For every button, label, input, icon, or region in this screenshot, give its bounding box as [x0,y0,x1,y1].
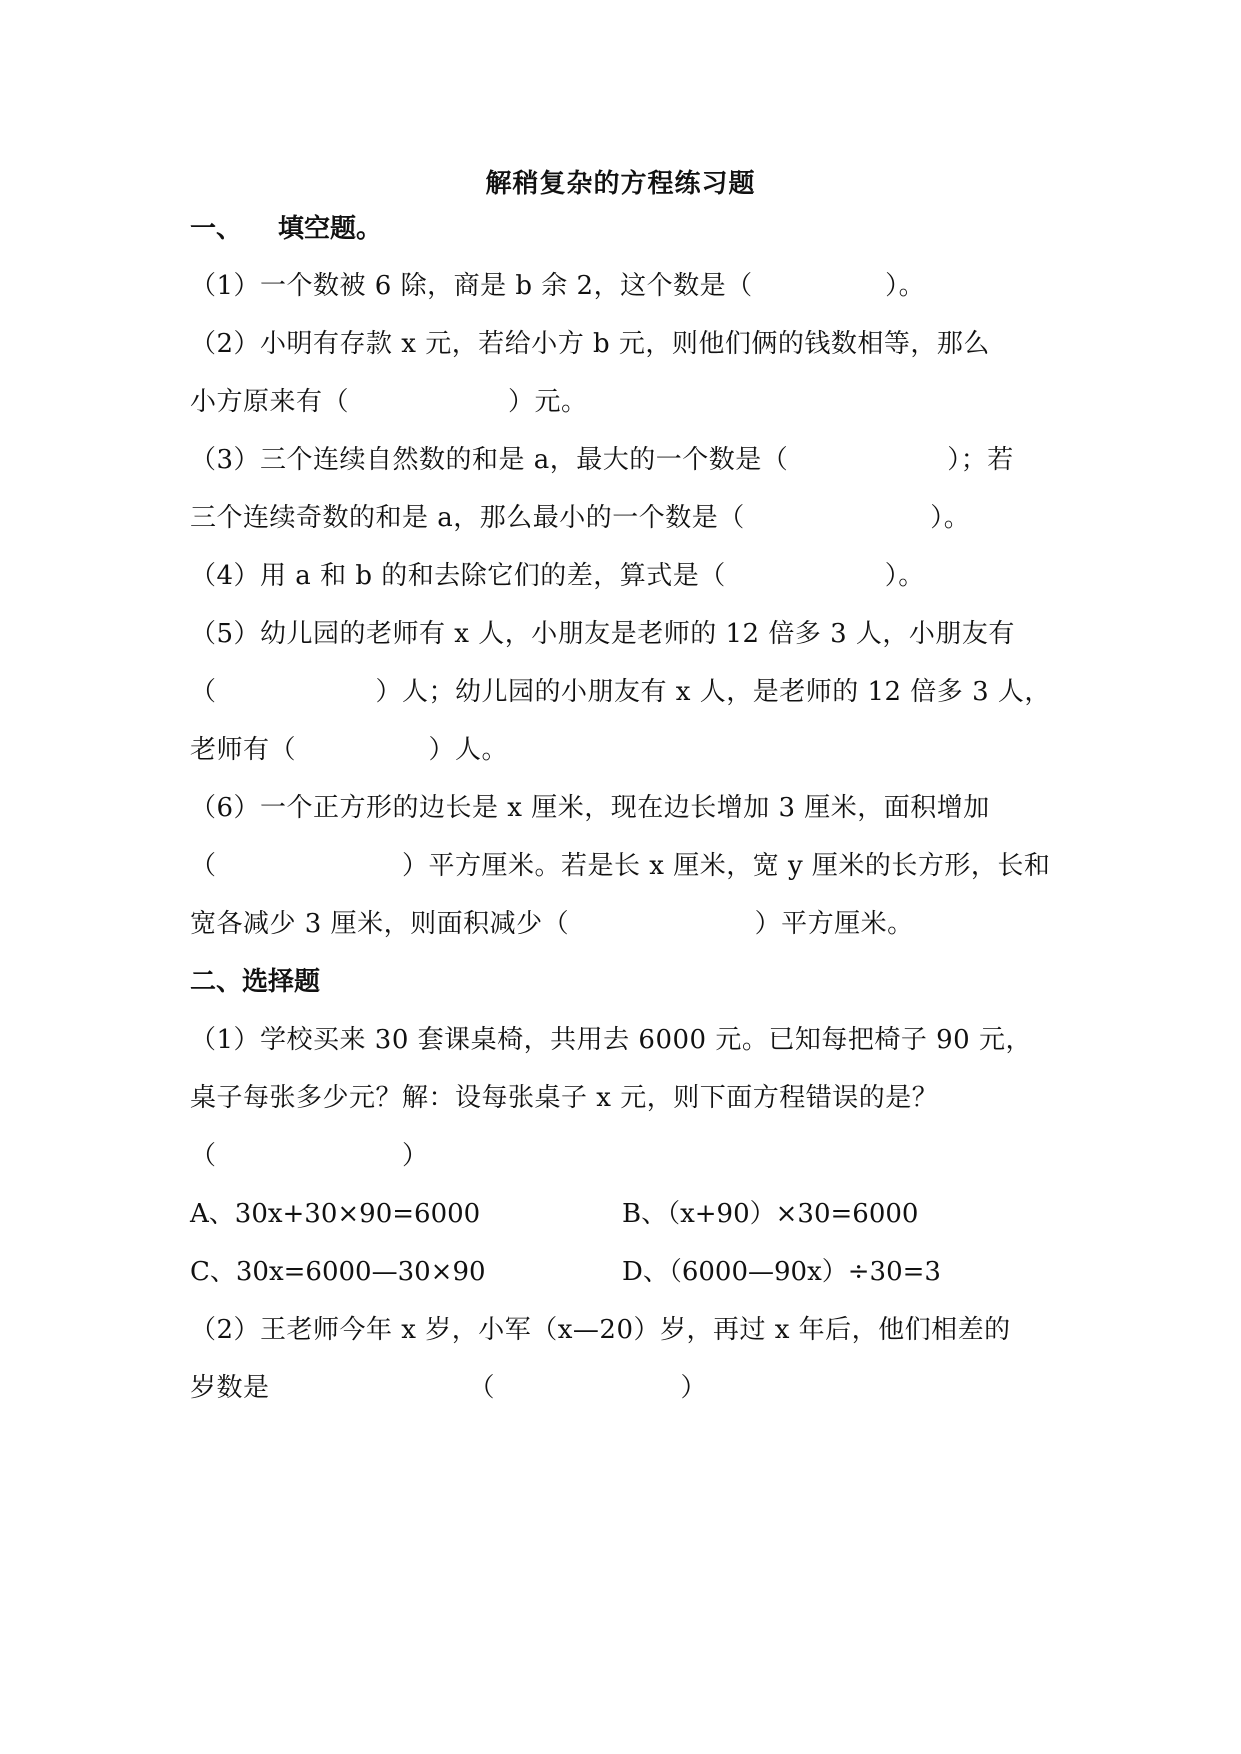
question-line: 桌子每张多少元？解：设每张桌子 x 元，则下面方程错误的是？ [190,1083,939,1113]
option-b: B、（x+90）×30=6000 [622,1199,919,1229]
page-title: 解稍复杂的方程练习题 [485,169,756,199]
section-heading-fill-blank [190,208,382,245]
question-line: 宽各减少 3 厘米，则面积减少（ ）平方厘米。 [190,909,914,939]
question-line: （2）小明有存款 x 元，若给小方 b 元，则他们俩的钱数相等，那么 [190,329,990,359]
section-heading-choice: 二、选择题 [190,967,321,997]
question-line: （1）学校买来 30 套课桌椅，共用去 6000 元。已知每把椅子 90 元， [190,1025,1032,1055]
section-number: 一、 [190,214,243,244]
question-line: （3）三个连续自然数的和是 a，最大的一个数是（ ）；若 [190,445,1014,475]
option-a: A、30x+30×90=6000 [190,1199,481,1229]
question-line: 岁数是 （ ） [190,1373,708,1403]
question-line: （ ）平方厘米。若是长 x 厘米，宽 y 厘米的长方形，长和 [190,851,1051,881]
section-label: 填空题。 [278,214,383,244]
option-d: D、（6000—90x）÷30=3 [622,1257,941,1287]
option-c: C、30x=6000—30×90 [190,1257,486,1287]
answer-blank-line: （ ） [190,1141,429,1171]
question-line: 三个连续奇数的和是 a，那么最小的一个数是（ ）。 [190,503,971,533]
question-line: （1）一个数被 6 除，商是 b 余 2，这个数是（ ）。 [190,271,926,301]
question-line: （5）幼儿园的老师有 x 人，小朋友是老师的 12 倍多 3 人，小朋友有 [190,619,1015,649]
question-line: 小方原来有（ ）元。 [190,387,588,417]
question-line: （4）用 a 和 b 的和去除它们的差，算式是（ ）。 [190,561,925,591]
question-line: （2）王老师今年 x 岁，小军（x—20）岁，再过 x 年后，他们相差的 [190,1315,1011,1345]
question-line: （6）一个正方形的边长是 x 厘米，现在边长增加 3 厘米，面积增加 [190,793,990,823]
question-line: 老师有（ ）人。 [190,735,509,765]
question-line: （ ）人；幼儿园的小朋友有 x 人，是老师的 12 倍多 3 人， [190,677,1051,707]
